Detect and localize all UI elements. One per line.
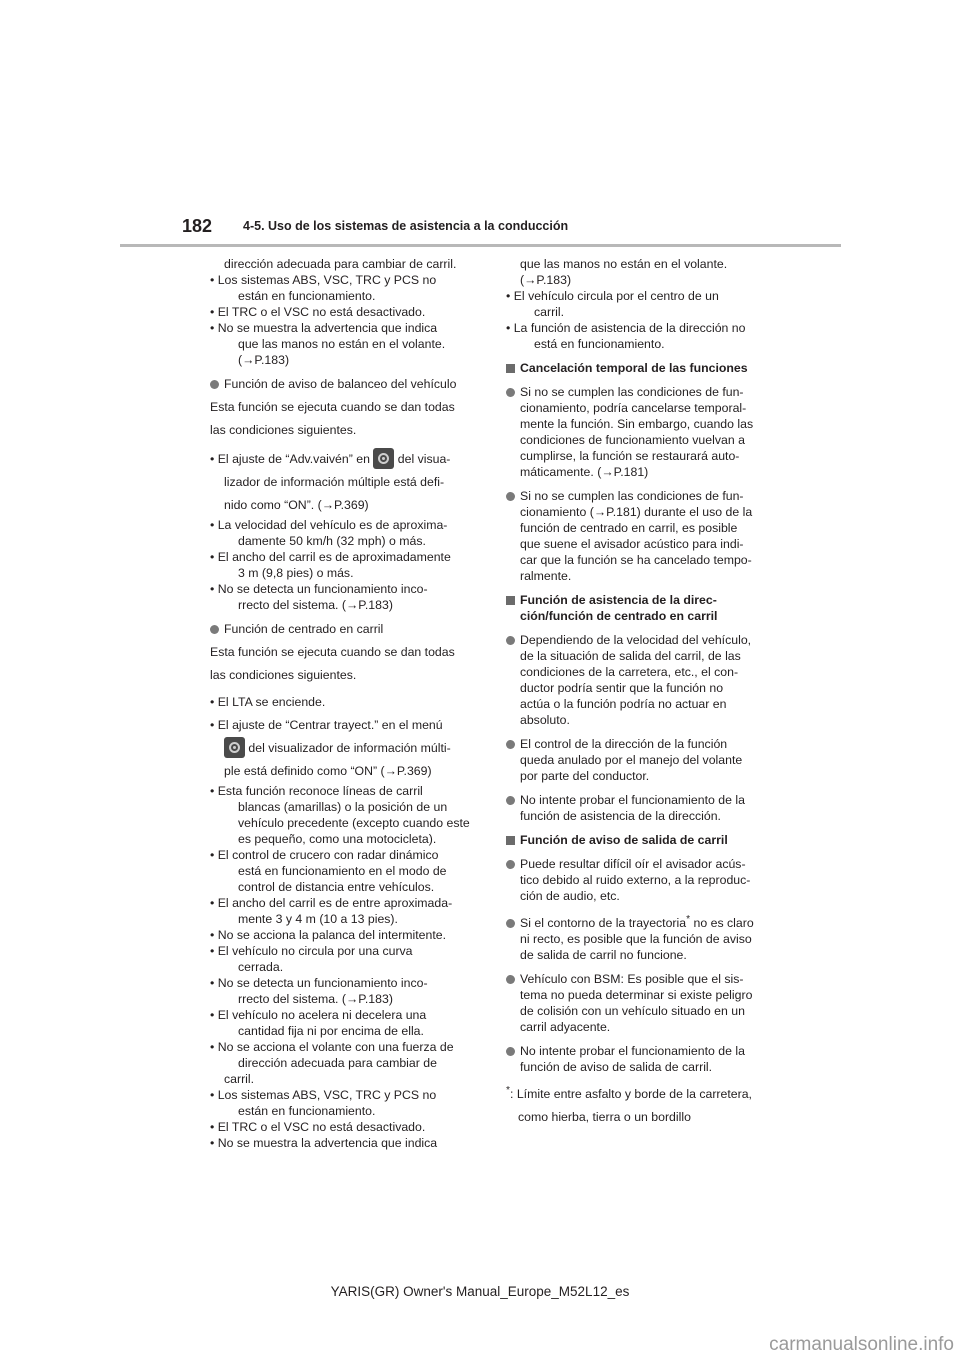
list-item: Vehículo con BSM: Es posible que el sis- tema no pueda determinar si existe peligro de colisión con un vehículo situado en un carril adyacente. bbox=[506, 971, 768, 1035]
square-bullet-icon bbox=[506, 364, 515, 373]
header-rule bbox=[120, 244, 841, 247]
left-column bbox=[210, 256, 470, 1151]
list-item: Si el contorno de la trayectoria* no es claro ni recto, es posible que la función de aviso de salida de carril no funcione. bbox=[506, 912, 768, 963]
circle-bullet-icon bbox=[506, 1047, 515, 1056]
list-item: • No se detecta un funcionamiento inco- rrecto del sistema. (→P.183) bbox=[210, 582, 428, 612]
list-item: Si no se cumplen las condiciones de fun- cionamiento (→P.181) durante el uso de la función de centrado en carril, es posible que suene el avisador acústico para indi- car que la función se ha cancelado tempo- ralmente. bbox=[506, 488, 768, 584]
list-item: • No se detecta un funcionamiento inco- rrecto del sistema. (→P.183) bbox=[210, 976, 428, 1006]
footnote: *: Límite entre asfalto y borde de la carretera, como hierba, tierra o un bordillo bbox=[506, 1085, 752, 1125]
square-bullet-icon bbox=[506, 836, 515, 845]
list-item: No intente probar el funcionamiento de la función de asistencia de la dirección. bbox=[506, 792, 768, 824]
gear-icon bbox=[224, 737, 245, 758]
text-line: que las manos no están en el volante. (→P.183) bbox=[520, 257, 728, 287]
circle-bullet-icon bbox=[506, 492, 515, 501]
list-item: • La función de asistencia de la dirección no está en funcionamiento. bbox=[506, 321, 746, 351]
list-item: • No se acciona el volante con una fuerza de dirección adecuada para cambiar de carril. bbox=[210, 1040, 454, 1086]
paragraph: Esta función se ejecuta cuando se dan todas las condiciones siguientes. bbox=[210, 400, 455, 437]
list-item: • El vehículo no acelera ni decelera una cantidad fija ni por encima de ella. bbox=[210, 1008, 427, 1038]
section-title: 4-5. Uso de los sistemas de asistencia a la conducción bbox=[243, 219, 569, 233]
subheading-vehicle-sway: Función de aviso de balanceo del vehículo bbox=[210, 376, 470, 392]
section-heading-lane-departure: Función de aviso de salida de carril bbox=[506, 832, 768, 848]
text-line: dirección adecuada para cambiar de carril. bbox=[224, 257, 457, 271]
square-bullet-icon bbox=[506, 596, 515, 605]
list-item: Dependiendo de la velocidad del vehículo, de la situación de salida del carril, de las condiciones de la carretera, etc., el con- ductor podría sentir que la función no actúa o la función podría no actuar en absoluto. bbox=[506, 632, 768, 728]
right-column bbox=[506, 256, 768, 1129]
list-item: • La velocidad del vehículo es de aproxima- damente 50 km/h (32 mph) o más. bbox=[210, 518, 448, 548]
list-item: • El ancho del carril es de entre aproximada- mente 3 y 4 m (10 a 13 pies). bbox=[210, 896, 453, 926]
list-item: Si no se cumplen las condiciones de fun- cionamiento, podría cancelarse temporal- mente la función. Sin embargo, cuando las condiciones de funcionamiento vuelvan a cumplirse, la función se restaurará auto- máticamente. (→P.181) bbox=[506, 384, 768, 480]
list-item: • Los sistemas ABS, VSC, TRC y PCS no están en funcionamiento. bbox=[210, 1088, 437, 1118]
footnote-marker: * bbox=[686, 914, 691, 925]
list-item: • El ajuste de “Adv.vaivén” en del visua- lizador de información múltiple está defi- nido como “ON”. (→P.369) bbox=[210, 448, 470, 517]
circle-bullet-icon bbox=[506, 740, 515, 749]
circle-bullet-icon bbox=[506, 975, 515, 984]
paragraph: Esta función se ejecuta cuando se dan todas las condiciones siguientes. bbox=[210, 645, 455, 682]
circle-bullet-icon bbox=[506, 636, 515, 645]
subheading-lane-centering: Función de centrado en carril bbox=[210, 621, 470, 637]
circle-bullet-icon bbox=[210, 625, 219, 634]
list-item: No intente probar el funcionamiento de la función de aviso de salida de carril. bbox=[506, 1043, 768, 1075]
circle-bullet-icon bbox=[210, 380, 219, 389]
manual-id-footer: YARIS(GR) Owner's Manual_Europe_M52L12_es bbox=[330, 1284, 630, 1299]
list-item: • Esta función reconoce líneas de carril blancas (amarillas) o la posición de un vehículo precedente (excepto cuando este es pequeño, como una motocicleta). bbox=[210, 784, 470, 846]
circle-bullet-icon bbox=[506, 860, 515, 869]
list-item: • El control de crucero con radar dinámico está en funcionamiento en el modo de control de distancia entre vehículos. bbox=[210, 848, 447, 894]
circle-bullet-icon bbox=[506, 919, 515, 928]
list-item: • No se muestra la advertencia que indica que las manos no están en el volante. (→P.183) bbox=[210, 321, 446, 367]
watermark: carmanualsonline.info bbox=[769, 1334, 954, 1355]
list-item: • El ajuste de “Centrar trayect.” en el menú del visualizador de información múlti- ple está definido como “ON” (→P.369) bbox=[210, 718, 451, 778]
gear-icon bbox=[373, 448, 394, 469]
list-item: • El TRC o el VSC no está desactivado. bbox=[210, 1120, 426, 1134]
section-heading-steering-assist: Función de asistencia de la direc- ción/función de centrado en carril bbox=[506, 592, 768, 624]
list-item: • El vehículo circula por el centro de un carril. bbox=[506, 289, 719, 319]
circle-bullet-icon bbox=[506, 796, 515, 805]
list-item: • Los sistemas ABS, VSC, TRC y PCS no están en funcionamiento. bbox=[210, 273, 437, 303]
section-heading-temporary-cancel: Cancelación temporal de las funciones bbox=[506, 360, 768, 376]
list-item: • El TRC o el VSC no está desactivado. bbox=[210, 305, 426, 319]
list-item: El control de la dirección de la función queda anulado por el manejo del volante por parte del conductor. bbox=[506, 736, 768, 784]
circle-bullet-icon bbox=[506, 388, 515, 397]
list-item: Puede resultar difícil oír el avisador acús- tico debido al ruido externo, a la reproduc- ción de audio, etc. bbox=[506, 856, 768, 904]
list-item: • No se muestra la advertencia que indica bbox=[210, 1136, 438, 1150]
list-item: • El vehículo no circula por una curva cerrada. bbox=[210, 944, 413, 974]
list-item: • El ancho del carril es de aproximadamente 3 m (9,8 pies) o más. bbox=[210, 550, 451, 580]
list-item: • No se acciona la palanca del intermitente. bbox=[210, 928, 447, 942]
list-item: • El LTA se enciende. bbox=[210, 695, 326, 709]
page-number: 182 bbox=[182, 216, 213, 236]
